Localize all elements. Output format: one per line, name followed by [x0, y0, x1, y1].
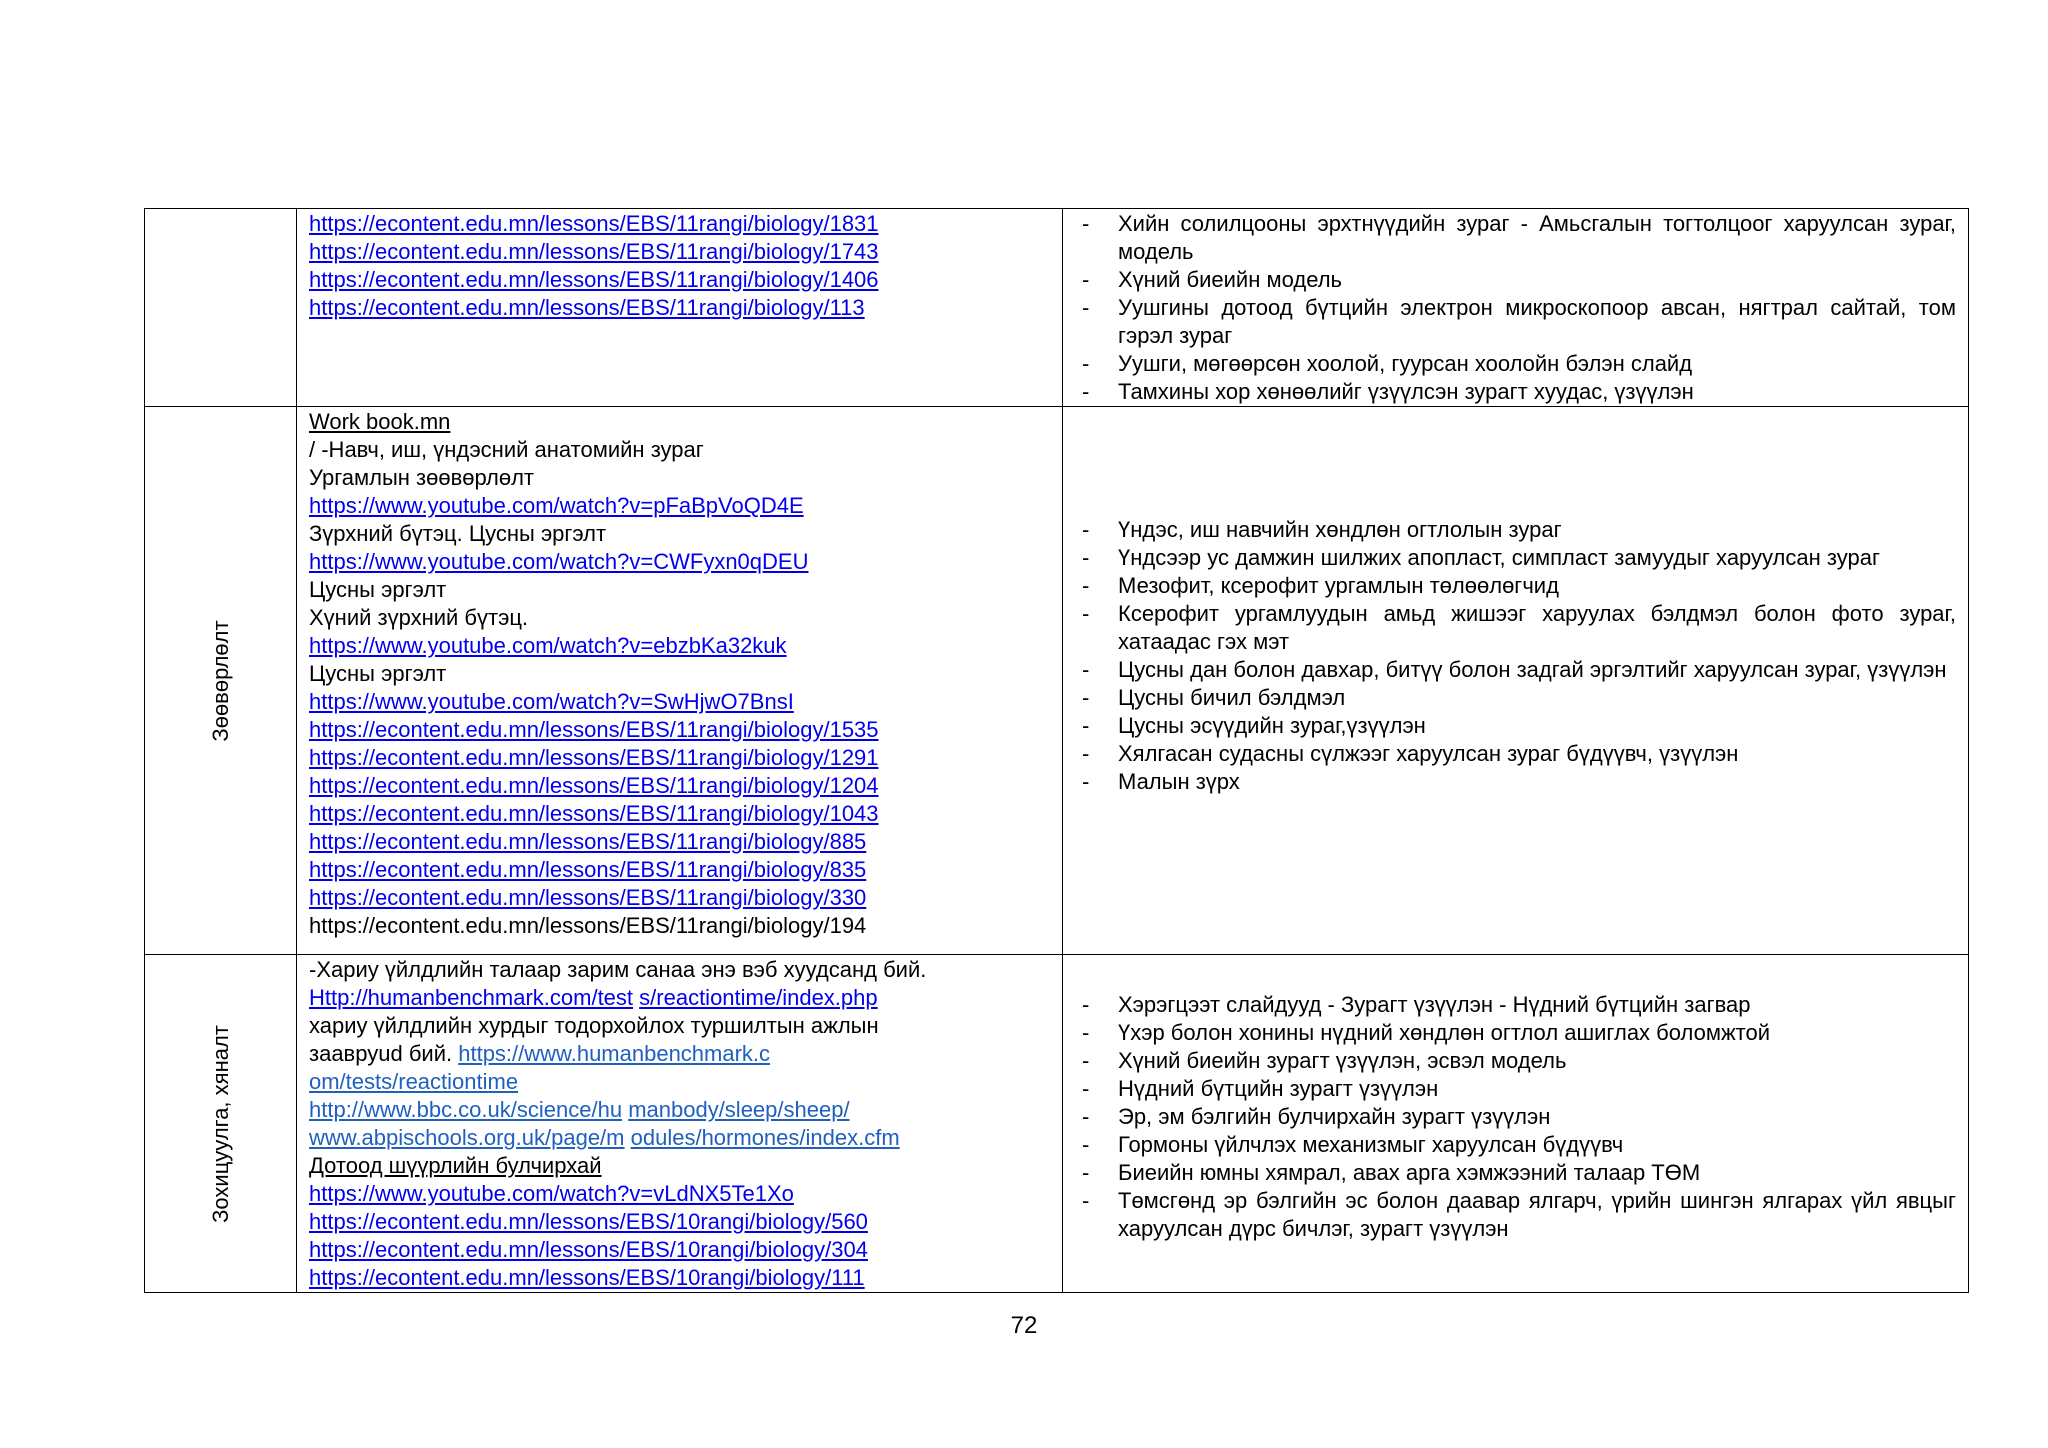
- resource-text: -Хариу үйлдлийн талаар зарим санаа энэ вэб хуудсанд бий.: [309, 957, 927, 982]
- bullet-dash-icon: -: [1082, 1104, 1090, 1129]
- table-row: [145, 955, 1969, 1293]
- resource-link[interactable]: manbody/sleep/sheep/: [628, 1097, 850, 1122]
- bullet-dash-icon: -: [1082, 267, 1090, 292]
- list-item: [1082, 684, 1956, 712]
- bullet-dash-icon: -: [1082, 1188, 1090, 1213]
- bullet-dash-icon: -: [1082, 517, 1090, 542]
- resource-line: [309, 912, 1050, 940]
- bullet-dash-icon: -: [1082, 1020, 1090, 1045]
- resource-text: / -Навч, иш, үндэсний анатомийн зураг: [309, 437, 704, 462]
- resource-line: [309, 688, 1050, 716]
- resource-line: [309, 492, 1050, 520]
- resource-line: [309, 1208, 1050, 1236]
- resource-text: Ургамлын зөөвөрлөлт: [309, 465, 534, 490]
- list-item: [1082, 378, 1956, 406]
- list-item-text: Цусны дан болон давхар, битүү болон задгай эргэлтийг харуулсан зураг, үзүүлэн: [1118, 657, 1947, 682]
- resource-link[interactable]: https://econtent.edu.mn/lessons/EBS/11rangi/biology/1204: [309, 773, 879, 798]
- bullet-dash-icon: -: [1082, 992, 1090, 1017]
- resource-line: [309, 266, 1050, 294]
- list-item: [1082, 740, 1956, 768]
- resource-line: [309, 294, 1050, 322]
- resource-link[interactable]: Http://humanbenchmark.com/test: [309, 985, 634, 1010]
- list-item-text: Хялгасан судасны сүлжээг харуулсан зураг бүдүүвч, үзүүлэн: [1118, 741, 1739, 766]
- resource-line: [309, 1152, 1050, 1180]
- bullet-dash-icon: -: [1082, 741, 1090, 766]
- equipment-cell: [1063, 209, 1969, 407]
- list-item-text: Төмсгөнд эр бэлгийн эс болон даавар ялгарч, үрийн шингэн ялгарах үйл явцыг харуулсан дүрс бичлэг, зурагт үзүүлэн: [1118, 1188, 1956, 1241]
- resources-cell: [297, 955, 1063, 1293]
- list-item-text: Цусны эсүүдийн зураг,үзүүлэн: [1118, 713, 1426, 738]
- resource-text: Хүний зүрхний бүтэц.: [309, 605, 529, 630]
- resource-line: [309, 1012, 1050, 1040]
- resource-line: [309, 548, 1050, 576]
- resource-line: [309, 660, 1050, 688]
- list-item-text: Мезофит, ксерофит ургамлын төлөөлөгчид: [1118, 573, 1559, 598]
- equipment-list: [1082, 991, 1956, 1243]
- resource-link[interactable]: https://econtent.edu.mn/lessons/EBS/11rangi/biology/1043: [309, 801, 879, 826]
- list-item-text: Хүний биеийн модель: [1118, 267, 1342, 292]
- bullet-dash-icon: -: [1082, 295, 1090, 320]
- resource-line: [309, 828, 1050, 856]
- bullet-dash-icon: -: [1082, 601, 1090, 626]
- list-item: [1082, 1047, 1956, 1075]
- resource-line: [309, 576, 1050, 604]
- list-item: [1082, 1103, 1956, 1131]
- bullet-dash-icon: -: [1082, 769, 1090, 794]
- list-item: [1082, 516, 1956, 544]
- equipment-cell: [1063, 955, 1969, 1293]
- list-item: [1082, 210, 1956, 266]
- resource-line: [309, 1096, 1050, 1124]
- resource-list: [309, 956, 1050, 1292]
- resource-text: Цусны эргэлт: [309, 577, 447, 602]
- equipment-list: [1082, 210, 1956, 406]
- bullet-dash-icon: -: [1082, 685, 1090, 710]
- bullet-dash-icon: -: [1082, 573, 1090, 598]
- list-item-text: Тамхины хор хөнөөлийг үзүүлсэн зурагт хуудас, үзүүлэн: [1118, 379, 1694, 404]
- resource-link[interactable]: https://econtent.edu.mn/lessons/EBS/11rangi/biology/1406: [309, 267, 879, 292]
- resource-text: Зүрхний бүтэц. Цусны эргэлт: [309, 521, 607, 546]
- list-item-text: Уушгины дотоод бүтцийн электрон микроскопоор авсан, нягтрал сайтай, том гэрэл зураг: [1118, 295, 1956, 348]
- resource-line: [309, 238, 1050, 266]
- resource-link[interactable]: https://econtent.edu.mn/lessons/EBS/11rangi/biology/1291: [309, 745, 879, 770]
- resource-text: Цусны эргэлт: [309, 661, 447, 686]
- list-item: [1082, 1159, 1956, 1187]
- list-item: [1082, 1019, 1956, 1047]
- bullet-dash-icon: -: [1082, 211, 1090, 236]
- resources-cell: [297, 407, 1063, 955]
- resource-link[interactable]: s/reactiontime/index.php: [639, 985, 878, 1010]
- resource-link[interactable]: https://www.youtube.com/watch?v=SwHjwO7BnsI: [309, 689, 794, 714]
- resource-link[interactable]: https://econtent.edu.mn/lessons/EBS/10rangi/biology/560: [309, 1209, 868, 1234]
- resource-link[interactable]: https://www.youtube.com/watch?v=vLdNX5Te1Xo: [309, 1181, 794, 1206]
- resource-link[interactable]: https://www.youtube.com/watch?v=pFaBpVoQD4E: [309, 493, 804, 518]
- list-item-text: Цусны бичил бэлдмэл: [1118, 685, 1346, 710]
- list-item-text: Хийн солилцооны эрхтнүүдийн зураг - Амьсгалын тогтолцоог харуулсан зураг, модель: [1118, 211, 1956, 264]
- bullet-dash-icon: -: [1082, 545, 1090, 570]
- bullet-dash-icon: -: [1082, 1048, 1090, 1073]
- bullet-dash-icon: -: [1082, 1132, 1090, 1157]
- resource-line: [309, 744, 1050, 772]
- resource-link: Work book.mn: [309, 409, 451, 434]
- resource-line: [309, 408, 1050, 436]
- list-item-text: Үндэс, иш навчийн хөндлөн огтлолын зураг: [1118, 517, 1562, 542]
- table-row: [145, 407, 1969, 955]
- resource-line: [309, 520, 1050, 548]
- bullet-dash-icon: -: [1082, 657, 1090, 682]
- list-item-text: Ксерофит ургамлуудын амьд жишээг харуулах бэлдмэл болон фото зураг, хатаадас гэх мэт: [1118, 601, 1956, 654]
- bullet-dash-icon: -: [1082, 1076, 1090, 1101]
- resource-link[interactable]: https://econtent.edu.mn/lessons/EBS/11rangi/biology/330: [309, 885, 867, 910]
- page-number: 72: [1010, 1312, 1038, 1339]
- list-item: [1082, 294, 1956, 350]
- equipment-list: [1082, 516, 1956, 796]
- resource-list: [309, 408, 1050, 940]
- resources-cell: [297, 209, 1063, 407]
- bullet-dash-icon: -: [1082, 351, 1090, 376]
- resource-line: [309, 1264, 1050, 1292]
- resource-link: Дотоод шүүрлийн булчирхай: [309, 1153, 602, 1178]
- resource-link[interactable]: https://econtent.edu.mn/lessons/EBS/11rangi/biology/1535: [309, 717, 879, 742]
- list-item: [1082, 572, 1956, 600]
- resource-link[interactable]: om/tests/reactiontime: [309, 1069, 519, 1094]
- list-item-text: Хүний биеийн зурагт үзүүлэн, эсвэл модель: [1118, 1048, 1567, 1073]
- list-item: [1082, 1131, 1956, 1159]
- list-item-text: Гормоны үйлчлэх механизмыг харуулсан бүдүүвч: [1118, 1132, 1624, 1157]
- list-item: [1082, 1075, 1956, 1103]
- resource-line: [309, 604, 1050, 632]
- resource-text: заавруud бий.: [309, 1041, 459, 1066]
- list-item: [1082, 712, 1956, 740]
- bullet-dash-icon: -: [1082, 1160, 1090, 1185]
- resource-line: [309, 884, 1050, 912]
- resource-link[interactable]: https://econtent.edu.mn/lessons/EBS/11rangi/biology/113: [309, 295, 865, 320]
- resource-link[interactable]: https://econtent.edu.mn/lessons/EBS/10rangi/biology/304: [309, 1237, 868, 1262]
- equipment-cell: [1063, 407, 1969, 955]
- resource-line: [309, 956, 1050, 984]
- resource-link[interactable]: https://www.youtube.com/watch?v=CWFyxn0qDEU: [309, 549, 809, 574]
- resource-line: [309, 632, 1050, 660]
- resource-line: [309, 1068, 1050, 1096]
- row-label: Зөөвөрлөлт: [207, 619, 233, 742]
- list-item: [1082, 1187, 1956, 1243]
- row-label-cell: [145, 209, 297, 407]
- resource-link[interactable]: http://www.bbc.co.uk/science/hu: [309, 1097, 623, 1122]
- list-item-text: Биеийн юмны хямрал, авах арга хэмжээний талаар ТӨМ: [1118, 1160, 1701, 1185]
- list-item: [1082, 600, 1956, 656]
- resource-line: [309, 984, 1050, 1012]
- resource-line: [309, 716, 1050, 744]
- resource-line: [309, 772, 1050, 800]
- resource-link[interactable]: https://econtent.edu.mn/lessons/EBS/11rangi/biology/1743: [309, 239, 879, 264]
- resource-link[interactable]: https://www.youtube.com/watch?v=ebzbKa32kuk: [309, 633, 787, 658]
- resource-link[interactable]: odules/hormones/index.cfm: [630, 1125, 900, 1150]
- resource-line: [309, 210, 1050, 238]
- resource-link[interactable]: https://econtent.edu.mn/lessons/EBS/11rangi/biology/835: [309, 857, 867, 882]
- resource-line: [309, 856, 1050, 884]
- list-item: [1082, 768, 1956, 796]
- resources-table: [144, 208, 1969, 1293]
- list-item-text: Үхэр болон хонины нүдний хөндлөн огтлол ашиглах боломжтой: [1118, 1020, 1771, 1045]
- table-row: [145, 209, 1969, 407]
- resource-link[interactable]: https://www.humanbenchmark.c: [458, 1041, 771, 1066]
- list-item-text: Хэрэгцээт слайдууд - Зурагт үзүүлэн - Нүдний бүтцийн загвар: [1118, 992, 1751, 1017]
- row-label-cell: [145, 407, 297, 955]
- bullet-dash-icon: -: [1082, 379, 1090, 404]
- resource-line: [309, 1124, 1050, 1152]
- resource-line: [309, 464, 1050, 492]
- list-item: [1082, 991, 1956, 1019]
- resource-text: https://econtent.edu.mn/lessons/EBS/11rangi/biology/194: [309, 913, 867, 938]
- resource-link[interactable]: www.abpischools.org.uk/page/m: [309, 1125, 625, 1150]
- resource-list: [309, 210, 1050, 322]
- list-item: [1082, 656, 1956, 684]
- resource-line: [309, 1236, 1050, 1264]
- resource-link[interactable]: https://econtent.edu.mn/lessons/EBS/11rangi/biology/885: [309, 829, 867, 854]
- list-item-text: Малын зүрх: [1118, 769, 1240, 794]
- row-label-cell: [145, 955, 297, 1293]
- list-item-text: Эр, эм бэлгийн булчирхайн зурагт үзүүлэн: [1118, 1104, 1551, 1129]
- resource-line: [309, 1180, 1050, 1208]
- resource-line: [309, 1040, 1050, 1068]
- list-item-text: Уушги, мөгөөрсөн хоолой, гуурсан хоолойн бэлэн слайд: [1118, 351, 1693, 376]
- list-item: [1082, 544, 1956, 572]
- row-label: Зохицуулга, хяналт: [207, 1024, 233, 1223]
- resource-text: хариу үйлдлийн хурдыг тодорхойлох туршилтын ажлын: [309, 1013, 879, 1038]
- resource-link[interactable]: https://econtent.edu.mn/lessons/EBS/10rangi/biology/111: [309, 1265, 865, 1290]
- resource-line: [309, 436, 1050, 464]
- list-item-text: Нүдний бүтцийн зурагт үзүүлэн: [1118, 1076, 1439, 1101]
- list-item-text: Үндсээр ус дамжин шилжих апопласт, симпласт замуудыг харуулсан зураг: [1118, 545, 1880, 570]
- bullet-dash-icon: -: [1082, 713, 1090, 738]
- resource-line: [309, 800, 1050, 828]
- list-item: [1082, 350, 1956, 378]
- list-item: [1082, 266, 1956, 294]
- resource-link[interactable]: https://econtent.edu.mn/lessons/EBS/11rangi/biology/1831: [309, 211, 879, 236]
